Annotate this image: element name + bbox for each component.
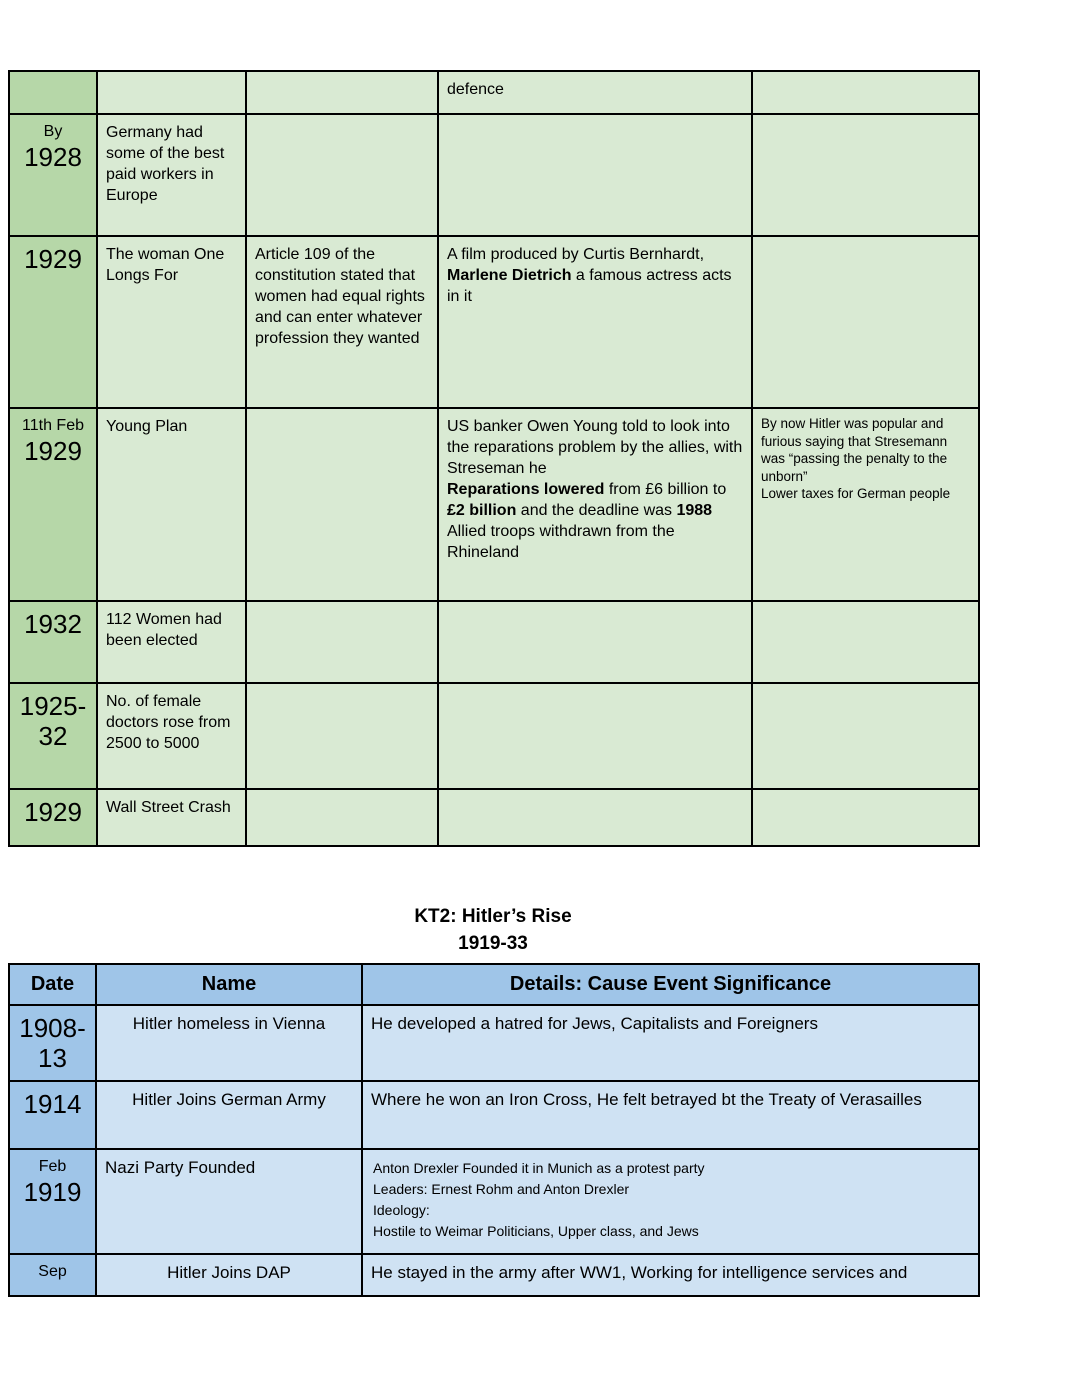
name-cell: The woman One Longs For <box>97 236 246 408</box>
name-cell: Hitler Joins DAP <box>96 1254 362 1296</box>
date-cell <box>9 236 97 408</box>
name-cell <box>97 71 246 114</box>
notes-cell: By now Hitler was popular and furious saying that Stresemann was “passing the penalty to the unborn” Lower taxes for German people <box>752 408 979 601</box>
details-cell-a <box>246 601 438 683</box>
section-title: KT2: Hitler’s Rise <box>414 906 572 927</box>
details-cell-a <box>246 683 438 789</box>
date-cell <box>9 408 97 601</box>
details-cell: Where he won an Iron Cross, He felt betrayed bt the Treaty of Verasailles <box>362 1081 979 1149</box>
date-year: 1908-13 <box>19 1013 86 1073</box>
details-cell-b <box>438 601 752 683</box>
weimar-events-table <box>8 70 980 847</box>
table-row <box>9 408 979 601</box>
section-subtitle: 1919-33 <box>458 933 528 954</box>
table-row <box>9 71 979 114</box>
notes-cell <box>752 683 979 789</box>
date-cell <box>9 114 97 236</box>
date-cell <box>9 601 97 683</box>
details-cell-a: Article 109 of the constitution stated that women had equal rights and can enter whatever profession they wanted <box>246 236 438 408</box>
notes-cell <box>752 789 979 846</box>
header-row <box>9 964 979 1005</box>
details-cell-a <box>246 71 438 114</box>
name-cell: Hitler Joins German Army <box>96 1081 362 1149</box>
date-cell <box>9 1005 96 1081</box>
date-cell <box>9 71 97 114</box>
details-cell: He developed a hatred for Jews, Capitalists and Foreigners <box>362 1005 979 1081</box>
details-cell: He stayed in the army after WW1, Working for intelligence services and <box>362 1254 979 1296</box>
date-prefix: 11th Feb <box>22 417 84 434</box>
name-cell: Wall Street Crash <box>97 789 246 846</box>
details-cell-b: US banker Owen Young told to look into the reparations problem by the allies, with Streseman he Reparations lowered from £6 billion to £2 billion and the deadline was 1988 Allied troops withdrawn from the Rhineland <box>438 408 752 601</box>
name-cell: 112 Women had been elected <box>97 601 246 683</box>
date-year: 1932 <box>24 609 82 639</box>
header-name: Name <box>96 964 362 1005</box>
details-cell-b <box>438 114 752 236</box>
date-prefix: By <box>43 123 63 140</box>
date-prefix: Feb <box>38 1158 67 1175</box>
name-cell: No. of female doctors rose from 2500 to 5000 <box>97 683 246 789</box>
notes-cell <box>752 601 979 683</box>
header-details: Details: Cause Event Significance <box>362 964 979 1005</box>
table-row <box>9 601 979 683</box>
notes-cell <box>752 114 979 236</box>
table-row <box>9 1149 979 1254</box>
date-year: 1914 <box>23 1089 82 1119</box>
table-row <box>9 1254 979 1296</box>
table-row <box>9 114 979 236</box>
date-cell <box>9 1254 96 1296</box>
header-date: Date <box>9 964 96 1005</box>
name-cell: Nazi Party Founded <box>96 1149 362 1254</box>
details-cell: Anton Drexler Founded it in Munich as a protest party Leaders: Ernest Rohm and Anton Drexler Ideology: Hostile to Weimar Politicians, Upper class, and Jews <box>362 1149 979 1254</box>
date-year: 1925-32 <box>19 691 87 751</box>
date-year: 1929 <box>24 436 82 466</box>
name-cell: Germany had some of the best paid workers in Europe <box>97 114 246 236</box>
table-row <box>9 236 979 408</box>
notes-cell <box>752 236 979 408</box>
details-cell-a <box>246 789 438 846</box>
details-cell-b <box>438 789 752 846</box>
details-cell-a <box>246 114 438 236</box>
date-cell <box>9 1149 96 1254</box>
table-row <box>9 683 979 789</box>
details-cell-a <box>246 408 438 601</box>
date-cell <box>9 1081 96 1149</box>
name-cell: Hitler homeless in Vienna <box>96 1005 362 1081</box>
date-cell <box>9 789 97 846</box>
details-cell-b: A film produced by Curtis Bernhardt, Marlene Dietrich a famous actress acts in it <box>438 236 752 408</box>
hitlers-rise-table <box>8 963 980 1297</box>
date-prefix: Sep <box>38 1263 67 1280</box>
table-row <box>9 789 979 846</box>
details-cell-b: defence <box>438 71 752 114</box>
date-year: 1928 <box>24 142 82 172</box>
date-year: 1929 <box>24 244 82 274</box>
table-row <box>9 1005 979 1081</box>
date-year: 1919 <box>23 1177 82 1207</box>
table-row <box>9 1081 979 1149</box>
name-cell: Young Plan <box>97 408 246 601</box>
notes-cell <box>752 71 979 114</box>
section-heading <box>8 903 978 957</box>
date-year: 1929 <box>24 797 82 827</box>
date-cell <box>9 683 97 789</box>
details-cell-b <box>438 683 752 789</box>
